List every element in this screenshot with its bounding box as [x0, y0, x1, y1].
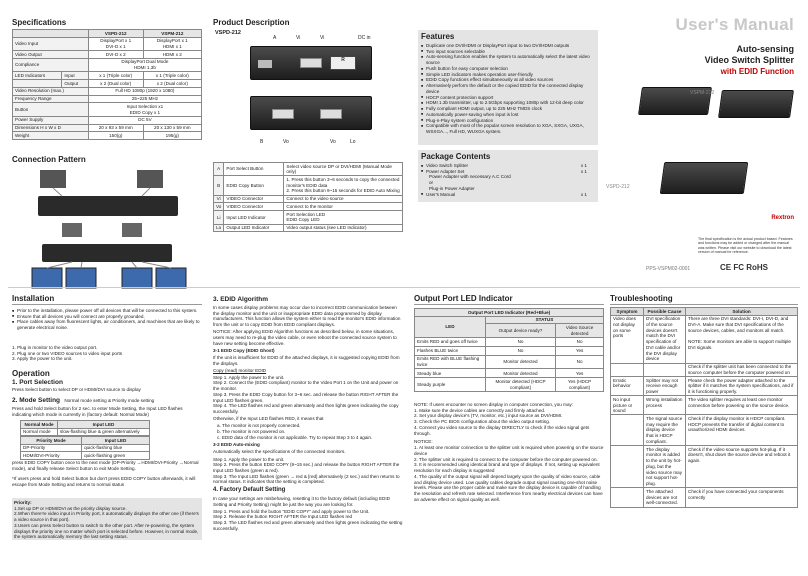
led-notice: 1. At least one monitor connection to the splitter unit is required when powering on the source device: [414, 445, 604, 456]
spec-label: Dimensions H x W x D: [13, 124, 89, 132]
cover-compliance-marks: CE FC RoHS: [720, 263, 768, 272]
spec-value-b: 195(g): [143, 132, 201, 140]
spec-label: Compliance: [13, 58, 89, 71]
spec-value-a: x 1 (Triple color): [88, 72, 143, 80]
monitor-icon: [156, 268, 186, 288]
feature-item: ■ Auto-sensing function enables the system to automatically select the latest video source: [421, 54, 595, 65]
output-led-rule: [414, 304, 604, 305]
priority-item: 2.When there're video input in Priority port, it automatically displays the other one (if there's a video source in that port).: [14, 511, 199, 523]
spec-label: Button: [13, 103, 89, 116]
product-desc: Connect to the video source: [284, 195, 403, 203]
priority-item: 1.Set up DP or HDMI/DVI as the priority display source.: [14, 505, 127, 511]
package-list: [418, 163, 598, 197]
spec-value-b: DisplayPort x 1 HDMI x 1: [143, 37, 201, 50]
edid-mix-step: Step 1. Apply the power to the unit.: [213, 456, 285, 462]
factory-title: 4. Factory Default Setting: [213, 487, 286, 494]
led-source: No: [556, 355, 604, 368]
product-name: VIDEO Connector: [224, 203, 284, 211]
spec-value-b: x 1 (Triple color): [143, 72, 201, 80]
connection-diagram: [22, 168, 202, 290]
spec-row: [13, 37, 202, 50]
spec-label: LED Indicators: [13, 72, 62, 80]
monitor-icon: [66, 268, 96, 288]
fold-divider: [8, 287, 800, 288]
spec-header-blank: [13, 30, 89, 38]
troubleshooting-row: [611, 446, 798, 488]
feature-item: ■ Duplicate one DVI/HDMI or DisplayPort input to two DVI/HDMI outputs: [421, 43, 595, 49]
led-ready: No: [485, 346, 555, 355]
ts-cause: Wrong installation process: [644, 396, 686, 415]
troubleshooting-row: [611, 363, 798, 376]
edid-copy-otherwise: Otherwise, if the Input LED flashes RED, it means that: [213, 416, 324, 422]
installation-step: 3. Apply the power to the unit.: [12, 356, 73, 362]
edid-copy-reason: b. The monitor is not powered on.: [217, 428, 286, 434]
led-state: Steady purple: [415, 378, 486, 391]
spec-label: Video Input: [13, 37, 89, 50]
led-source-header: Video Source detected: [556, 324, 604, 337]
edid-notice: NOTICE: After applying EDID Algorithm functions as described below, in some situations, users may need to re-plug the video cable, or even reboot the connected source system to have new setting become effective.: [213, 329, 397, 346]
troubleshooting-row: [611, 315, 798, 363]
spec-label: [13, 80, 62, 88]
ts-symptom: [611, 363, 644, 376]
edid-mix-text: Automatically select the specifications of the connected monitors.: [213, 449, 346, 455]
troubleshooting-rule: [610, 304, 798, 305]
product-desc: Port Selection LED EDID Copy LED: [284, 211, 403, 224]
features-box: [418, 30, 598, 145]
feature-item: ■ Compatible with most of the popular screen resolution to XGA, SXGA, UXGA, WSXGA..., Full HD, WUXGA system.: [421, 123, 595, 134]
edid-mix-title: 3-2 EDID Auto-mixing: [213, 442, 260, 448]
specs-table: [12, 29, 202, 140]
port-connector: [258, 60, 272, 68]
led-state: Emits RED and goes off twice: [415, 337, 486, 346]
led-source: No: [556, 337, 604, 346]
spec-sublabel: Output: [62, 80, 88, 88]
ts-symptom: [611, 488, 644, 507]
led-ready: Monitor detected: [485, 355, 555, 368]
feature-item: ■ Simple LED indicators makes operation user-friendly: [421, 72, 595, 78]
product-key: Lo: [214, 224, 224, 232]
spec-sublabel: Input: [62, 72, 88, 80]
product-diagram: [230, 34, 380, 156]
ts-solution: Check if the video source supports hot-plug. If it doesn't, shut down the source device and reboot it again.: [686, 446, 798, 488]
led-note: 4. Connect you video source to the display DIRECTLY to check if the video signal gets through.: [414, 424, 590, 436]
installation-step: 2. Plug one or two VIDEO sources to video input ports: [12, 350, 123, 356]
led-notice: 3. It is recommended using identical brand and type of displays. If not, setting up equivalent resolution for each display is suggested: [414, 462, 600, 474]
device-icon: [718, 90, 794, 118]
ts-symptom: Video does not display on some ports: [611, 315, 644, 363]
installation-steps: [12, 345, 202, 362]
ts-cause: The display monitor is added to the unit by hot-plug, but the video source may not support hot-plug.: [644, 446, 686, 488]
cover-panel: [602, 12, 798, 282]
dvi-port-icon: [272, 109, 294, 119]
output-led-table: [414, 308, 604, 392]
led-notice: 2. The splitter unit is required to connect to the computer before the computer powered on.: [414, 456, 598, 462]
edid-copy-reason: a. The monitor is not properly connected.: [217, 423, 301, 429]
product-row: [214, 224, 403, 232]
product-key: Vi: [214, 195, 224, 203]
installation-step: 1. Plug in monitor to the video output port.: [12, 345, 98, 350]
led-state: Emits RED with BLUE flashing twice: [415, 355, 486, 368]
spec-row: [13, 72, 202, 80]
led-note: 3. Check the PC BIOS configuration about the video output setting.: [414, 419, 551, 425]
edid-copy-step: Step 4. The LED flashes red and green alternately and then lights green indicating the copy successfully.: [213, 403, 399, 414]
ts-cause: [644, 363, 686, 376]
spec-row: [13, 51, 202, 59]
normal-led-header: Input LED: [58, 421, 150, 429]
ts-symptom: Erratic behavior: [611, 377, 644, 396]
product-row: [214, 211, 403, 224]
product-name: EDID Copy Button: [224, 176, 284, 195]
led-ready: Monitor detected: [485, 369, 555, 378]
label-a: A: [273, 35, 277, 41]
cover-part-no: PPS-VSPM02-0001: [646, 266, 691, 272]
spec-row: [13, 124, 202, 132]
led-notice-title: NOTICE:: [414, 439, 433, 445]
package-item-name: ■ Video Switch Splitter: [421, 163, 468, 169]
operation-after-1: press EDID COPY button once to the next mode (DP-Priority →HDMI/DVI-Priority →Normal mode), and finally release Select button to exit Mode Setting.: [12, 460, 199, 471]
spec-row: [13, 132, 202, 140]
installation-bullet: ■ Ensure that all devices you will connect are properly grounded.: [12, 314, 202, 320]
operation-port-title: 1. Port Selection: [12, 379, 63, 386]
product-desc: Select video source DP or DVI/HDMI (Manual Mode only): [284, 163, 403, 176]
product-name: VIDEO Connector: [224, 195, 284, 203]
device-icon: [660, 162, 748, 194]
normal-led-cell: slow-flashing blue & green alternatively: [58, 428, 150, 436]
device-rear-icon: [250, 96, 372, 130]
ts-solution: Please check the power adapter attached to the splitter if it matches the system specifications, and if it is functioning properly.: [686, 377, 798, 396]
product-name: Output LED Indicator: [224, 224, 284, 232]
spec-header-a: VSPD-212: [88, 30, 143, 38]
cover-subtitle-2: Video Switch Splitter: [704, 55, 794, 65]
priority-led-cell: quick-flashing blue: [82, 444, 150, 452]
installation-bullet: ■ Prior to the installation, please power off all devices that will be connected to this system.: [12, 308, 202, 314]
product-row: [214, 195, 403, 203]
features-title: Features: [421, 32, 455, 41]
product-key: Vo: [214, 203, 224, 211]
spec-row: [13, 80, 202, 88]
installation-title: Installation: [12, 294, 55, 303]
ts-solution: Check if the splitter unit has been connected to the source computer before the computer powered on: [686, 363, 798, 376]
feature-item: ■ HDMI 1.3b transmitter, up to 2.5Gbps supporting 1080p with 12-bit deep color: [421, 100, 595, 106]
label-vi: Vi: [296, 35, 301, 41]
package-item: [421, 192, 595, 198]
product-table: [213, 162, 403, 232]
led-row: [415, 355, 604, 368]
ts-solution: Check if the display monitor is HDCP compliant. HDCP prevents the transfer of digital content to unauthorized HDMI devices.: [686, 415, 798, 446]
led-col-header: LED: [415, 316, 486, 337]
package-item-name: ■ User's Manual: [421, 192, 455, 198]
specs-title: Specifications: [12, 18, 67, 27]
ts-solution: Check if you have connected your components correctly: [686, 488, 798, 507]
spec-value-a: DVI-D x 2: [88, 51, 143, 59]
edid-mix-step: Step 3. The Input LED flashes (green → red & [red] alternatively (2 sec.) and then returns to normal status. It indicates that the setting is completed.: [213, 473, 400, 485]
ts-cause: The attached devices are not well-connected.: [644, 488, 686, 507]
spec-value: 25~225 MHz: [88, 95, 201, 103]
label-lo: Lo: [350, 139, 356, 145]
priority-mode-cell: HDMI/DVI-Priority: [21, 452, 82, 460]
product-name: Input LED Indicator: [224, 211, 284, 224]
edid-title: 3. EDID Algorithm: [213, 296, 269, 303]
spec-value: Input Selection x1 EDID Copy x 1: [88, 103, 201, 116]
product-key: Li: [214, 211, 224, 224]
product-desc: Video output status (see LED Indicator): [284, 224, 403, 232]
feature-item: ■ Automatically power-saving when input is lost: [421, 112, 595, 118]
spec-label: Video Resolution (max.): [13, 87, 89, 95]
led-row: [415, 337, 604, 346]
package-item-name: ■ Power Adapter Set: [421, 169, 464, 175]
package-item-qty: x 1: [580, 168, 587, 174]
priority-mode-table: [20, 436, 150, 460]
operation-mode-title: 2. Mode Setting: [12, 397, 61, 404]
edid-copy-reason: c. EDID data of the monitor is not applicable. Try to repeat Step 3 to 4 again.: [217, 434, 373, 440]
priority-mode-header: Priority Mode: [21, 437, 82, 445]
priority-led-cell: quick-flashing green: [82, 452, 150, 460]
label-vo: Vo: [283, 139, 289, 145]
installation-bullets: [12, 308, 202, 331]
led-ready: No: [485, 337, 555, 346]
installation-bullet: ■ Place cables away from fluorescent lights, air conditioners, and machines that are likely to generate electrical noise.: [12, 319, 202, 330]
dvi-port-icon: [300, 58, 322, 68]
priority-led-header: Input LED: [82, 437, 150, 445]
spec-label: Video Output: [13, 51, 89, 59]
spec-value: DC 5V: [88, 116, 201, 124]
product-desc: 1. Press this button 3~6 seconds to copy the connected monitor's EDID data 2. Press this button 9~15 seconds for EDID Auto Mixing: [284, 176, 403, 195]
priority-mode-cell: DP-Priority: [21, 444, 82, 452]
spec-row: [13, 103, 202, 116]
factory-step: Step 2. Release the button RIGHT AFTER the Input LED flashes red: [213, 514, 353, 520]
troubleshooting-row: [611, 415, 798, 446]
ts-symptom: [611, 446, 644, 488]
cover-subtitle-1: Auto-sensing: [736, 44, 794, 54]
cover-model-2: VSPD-212: [606, 184, 630, 190]
troubleshooting-row: [611, 396, 798, 415]
connection-title: Connection Pattern: [12, 155, 86, 164]
led-status-header: STATUS: [485, 316, 603, 324]
product-model: VSPD-212: [215, 30, 241, 36]
rextron-logo: R: [330, 56, 356, 70]
led-note: 1. Make sure the device cables are correctly and firmly attached.: [414, 407, 546, 413]
product-name: Port Select Button: [224, 163, 284, 176]
installation-rule: [12, 304, 202, 305]
spec-value: DisplayPort Dual Mode HDMI 1.3b: [88, 58, 201, 71]
edid-intro: In some cases display problems may occur due to incorrect EDID communication between the display monitor and the unit or inappropriate EDID data programmed by display manufacturers. This function allows the system either to read the monitor's EDID information from the unit or to copy EDID from EDID compliant displays.: [213, 305, 401, 328]
cover-model-1: VSPM-212: [690, 90, 715, 96]
spec-value: Full HD 1080p (1920 x 1080): [88, 87, 201, 95]
ts-cause: Splitter may not receive enough power: [644, 377, 686, 396]
edid-copy-text: If the unit is insufficient for EDID of the attached displays, it is suggested copying EDID from the displays.: [213, 354, 400, 366]
package-item-qty: x 1: [580, 191, 587, 197]
feature-item: ■ HDCP content protection support: [421, 95, 595, 101]
edid-mix-step: Step 2. Press the button EDID COPY (9~15 sec.) and release the button RIGHT AFTER the Input LED flashes (green & red).: [213, 462, 400, 473]
led-table-title: Output Port LED Indicator (Red+Blue): [415, 309, 604, 317]
ts-cause-header: Possible Cause: [644, 308, 686, 316]
package-item-name: or: [429, 180, 434, 186]
cover-note: The final specification is the actual product based. Features and functions may be added or changed after the manual was written. Please visit our website to download the latest version of manual for reference.: [698, 237, 793, 254]
spec-row: [13, 87, 202, 95]
operation-port-text: Press Select button to select DP or HDMI/DVI source to display: [12, 387, 141, 392]
troubleshooting-row: [611, 377, 798, 396]
cover-heading: User's Manual: [675, 15, 794, 34]
led-row: [415, 369, 604, 378]
feature-item: ■ Two input sources selectable: [421, 49, 595, 55]
factory-text: In case your settings are misbehaving, resetting it to the factory default (including EDID Setting and Priority Setting) might be just the way you are looking for.: [213, 495, 390, 507]
led-notice: 4. The quality of the output signal will depend largely upon the quality of video source, cable and display device used. Low quality cables degrade output signal causing one-shot noise levels. Please use the proper cable and make sure the display device is capable of handling the resolution and refresh rate selected. Interference from nearby electrical devices can have an adverse effect on signal quality as well.: [414, 473, 603, 502]
product-row: [214, 176, 403, 195]
ts-cause: DVI specification of the source devices doesn't match the DVI specification of DVI cable and/or the DVI display device: [644, 315, 686, 363]
spec-header-b: VSPM-212: [143, 30, 201, 38]
label-b: B: [260, 139, 264, 145]
ts-solution: The video splitter requires at least one monitor connection before powering on the source device.: [686, 396, 798, 415]
edid-copy-step: Step 2. Connect the (EDID compliant) monitor to the Video Port 1 on the Unit and power on the monitor.: [213, 380, 399, 392]
factory-step: Step 3. The LED flashes red and green alternately and then lights green indicating the setting successfully.: [213, 520, 403, 531]
spec-label: Frequency Range: [13, 95, 89, 103]
normal-mode-header: Normal Mode: [21, 421, 58, 429]
feature-item: ■ Plug-n-Play system configuration: [421, 118, 595, 124]
product-row: [214, 163, 403, 176]
troubleshooting-row: [611, 488, 798, 507]
monitor-icon: [122, 268, 152, 288]
spec-value-b: x 2 (Dual color): [143, 80, 201, 88]
led-source: Yes: [556, 346, 604, 355]
troubleshooting-title: Troubleshooting: [610, 294, 673, 303]
normal-mode-table: [20, 420, 150, 436]
edid-copy-sub: Copy (read) monitor EDID: [213, 367, 267, 373]
spec-row: [13, 58, 202, 71]
normal-mode-cell: Normal mode: [21, 428, 58, 436]
product-desc: Connect to the monitor: [284, 203, 403, 211]
edid-copy-step: Step 3. Press the EDID Copy button for 3~6 sec. and release the button RIGHT AFTER the Input LED flashes green.: [213, 391, 399, 403]
connection-pattern-illustration: [22, 168, 202, 290]
operation-mode-text: Press and hold Select button for 2 sec. to enter Mode Setting, the Input LED flashes indicating which mode is currently in (factory default: Normal Mode): [12, 406, 183, 417]
product-key: A: [214, 163, 224, 176]
product-row: [214, 203, 403, 211]
output-led-notes: [414, 402, 604, 502]
priority-title: Priority:: [14, 500, 32, 505]
led-state: Flashes BLUE twice: [415, 346, 486, 355]
led-note-title: NOTE: If users encounter no screen display in computer connection, you may:: [414, 402, 574, 407]
package-item-name: Plug-in Power Adapter: [429, 185, 475, 191]
rextron-logo: Rextron: [771, 215, 794, 221]
ts-symptom-header: Symptom: [611, 308, 644, 316]
features-list: [418, 43, 598, 135]
led-ready-header: Output device ready?: [485, 324, 555, 337]
device-icon: [42, 244, 172, 262]
led-state: Steady blue: [415, 369, 486, 378]
label-dc-in: DC in: [358, 35, 371, 41]
spec-value-b: 20 x 130 x 59 mm: [143, 124, 201, 132]
led-source: Yes: [556, 369, 604, 378]
ts-cause: The signal source may require the display device that is HDCP compliant.: [644, 415, 686, 446]
priority-box: [12, 498, 202, 540]
computer-icon: [137, 170, 163, 188]
spec-row: [13, 116, 202, 124]
product-title: Product Description: [213, 18, 290, 27]
operation-mode-heading: [12, 397, 154, 405]
edid-copy-step: Step 1. Apply the power to the unit.: [213, 374, 285, 380]
label-vi-2: Vi: [320, 35, 325, 41]
troubleshooting-table: [610, 307, 798, 508]
spec-value-a: x 2 (Dual color): [88, 80, 143, 88]
ts-symptom: No input picture or sound: [611, 396, 644, 415]
edid-copy-title: 3-1 EDID Copy (EDID Ghost): [213, 347, 275, 353]
led-row: [415, 346, 604, 355]
spec-value-a: DisplayPort x 1 DVI-D x 1: [88, 37, 143, 50]
dvi-port-icon: [320, 109, 342, 119]
feature-item: ■ Alternatively perform the default or the copied EDID for the connected display device: [421, 83, 595, 94]
operation-after-2: *If users press and hold Select button but don't press EDID COPY button afterwards, it will escape from Mode Setting and returns to normal status: [12, 476, 196, 487]
spec-row: [13, 95, 202, 103]
led-ready: Monitor detected (HDCP compliant): [485, 378, 555, 391]
output-led-title: Output Port LED Indicator: [414, 294, 513, 303]
priority-item: 3.Users can press Select button to switch to the other port. After re-powering, the system displays the priority one no matter which port is selected before. However, in normal mode, the system automatically memory the last setting status.: [14, 522, 199, 540]
ts-solution: There are three DVI standards: DVI-I, DVI-D, and DVI-A. Make sure that DVI specifications of the source devices, cables, and monitors all match. NOTE: Some monitors are able to support multiple DVI signals.: [686, 315, 798, 363]
computer-icon: [40, 170, 66, 188]
operation-mode-sub: Normal mode setting & Priority mode setting: [64, 398, 155, 403]
priority-items: [14, 506, 200, 540]
operation-title: Operation: [12, 369, 50, 378]
package-title: Package Contents: [421, 152, 491, 161]
led-source: Yes (HDCP compliant): [556, 378, 604, 391]
feature-item: ■ EDID Copy functions effect simultaneously at all video sources: [421, 77, 595, 83]
spec-label: Power Supply: [13, 116, 89, 124]
ts-solution-header: Solution: [686, 308, 798, 316]
spec-value-a: 150(g): [88, 132, 143, 140]
package-item-qty: x 1: [580, 163, 587, 168]
monitor-icon: [32, 268, 62, 288]
feature-item: ■ Fully compliant HDMI output, up to 225 MHz TMDS clock: [421, 106, 595, 112]
factory-step: Step 1. Press and hold the button "EDID COPY" and apply power to the Unit.: [213, 508, 370, 514]
ts-symptom: [611, 415, 644, 446]
led-row: [415, 378, 604, 391]
cover-subtitle-3: with EDID Function: [720, 67, 794, 76]
feature-item: ■ Push button for easy computer selection: [421, 66, 595, 72]
package-item-name: Power Adapter with necessary A.C Cord: [429, 174, 511, 180]
device-icon: [38, 196, 178, 216]
edid-column: [213, 305, 403, 532]
spec-value-a: 20 x 93 x 59 mm: [88, 124, 143, 132]
led-note: 2. Set your display device's (TV, monitor, etc.) input source as DVI/HDMI.: [414, 413, 563, 419]
label-vo-2: Vo: [330, 139, 336, 145]
product-key: B: [214, 176, 224, 195]
spec-label: Weight: [13, 132, 89, 140]
spec-value-b: HDMI x 2: [143, 51, 201, 59]
package-box: [418, 150, 598, 202]
